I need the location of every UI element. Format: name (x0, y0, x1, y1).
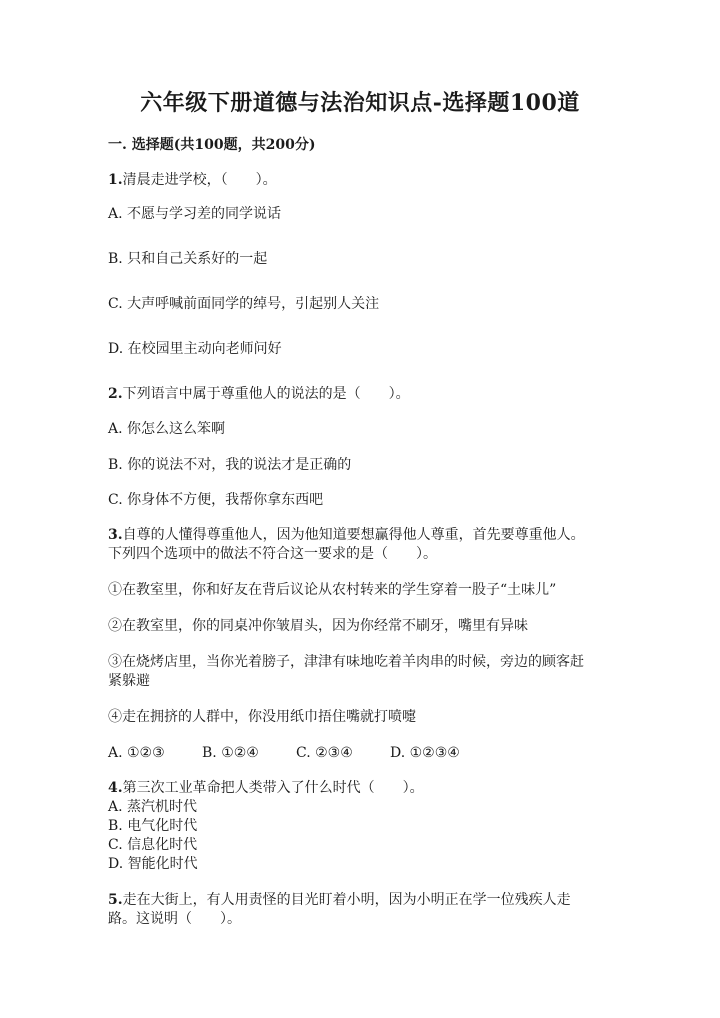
question-3-stem-line-1 (108, 526, 585, 544)
question-5-stem-line-2: 路。这说明（ ）。 (108, 911, 241, 927)
question-1-option-c: C. 大声呼喊前面同学的绰号，引起别人关注 (108, 296, 380, 312)
question-3-stem-line-2: 下列四个选项中的做法不符合这一要求的是（ ）。 (108, 546, 437, 562)
question-1-option-b: B. 只和自己关系好的一起 (108, 251, 268, 267)
question-3-item-1: ①在教室里，你和好友在背后议论从农村转来的学生穿着一股子“土味儿” (108, 582, 557, 598)
question-3-item-3: ③在烧烤店里，当你光着膀子，津津有味地吃着羊肉串的时候，旁边的顾客赶 (108, 654, 584, 670)
document-title: 六年级下册道德与法治知识点-选择题100道 (140, 90, 580, 116)
question-2-option-b: B. 你的说法不对，我的说法才是正确的 (108, 457, 352, 473)
question-4-option-b: B. 电气化时代 (108, 818, 198, 834)
question-text: 自尊的人懂得尊重他人，因为他知道要想赢得他人尊重，首先要尊重他人。 (122, 527, 585, 543)
question-3-options (108, 744, 460, 762)
question-2-option-a: A. 你怎么这么笨啊 (108, 421, 226, 437)
question-4-option-c: C. 信息化时代 (108, 837, 198, 853)
section-heading: 一. 选择题(共100题，共200分) (108, 137, 316, 153)
question-3-item-4: ④走在拥挤的人群中，你没用纸巾捂住嘴就打喷嚏 (108, 709, 416, 725)
question-3-option-b: B. ①②④ (202, 745, 259, 761)
question-number: 5. (108, 892, 123, 908)
question-number: 3. (108, 527, 123, 543)
question-5-stem-line-1 (108, 891, 571, 909)
question-text: 下列语言中属于尊重他人的说法的是（ ）。 (122, 386, 410, 402)
question-text: 第三次工业革命把人类带入了什么时代（ ）。 (122, 780, 424, 796)
question-1-stem (108, 171, 277, 189)
question-3-item-2: ②在教室里，你的同桌冲你皱眉头，因为你经常不刷牙，嘴里有异味 (108, 618, 528, 634)
question-number: 4. (108, 780, 123, 796)
question-4-option-d: D. 智能化时代 (108, 856, 198, 872)
question-4-stem (108, 779, 424, 797)
question-3-option-c: C. ②③④ (296, 745, 353, 761)
question-3-option-a: A. ①②③ (108, 745, 165, 761)
question-1-option-d: D. 在校园里主动向老师问好 (108, 341, 282, 357)
question-3-option-d: D. ①②③④ (390, 745, 460, 761)
question-text: 走在大街上，有人用责怪的目光盯着小明，因为小明正在学一位残疾人走 (122, 892, 571, 908)
question-2-stem (108, 385, 410, 403)
question-3-item-3-continued: 紧躲避 (108, 673, 150, 689)
question-1-option-a: A. 不愿与学习差的同学说话 (108, 206, 282, 222)
question-number: 2. (108, 386, 123, 402)
question-4-option-a: A. 蒸汽机时代 (108, 799, 198, 815)
question-number: 1. (108, 172, 123, 188)
question-2-option-c: C. 你身体不方便，我帮你拿东西吧 (108, 492, 324, 508)
question-text: 清晨走进学校，（ ）。 (122, 172, 277, 188)
